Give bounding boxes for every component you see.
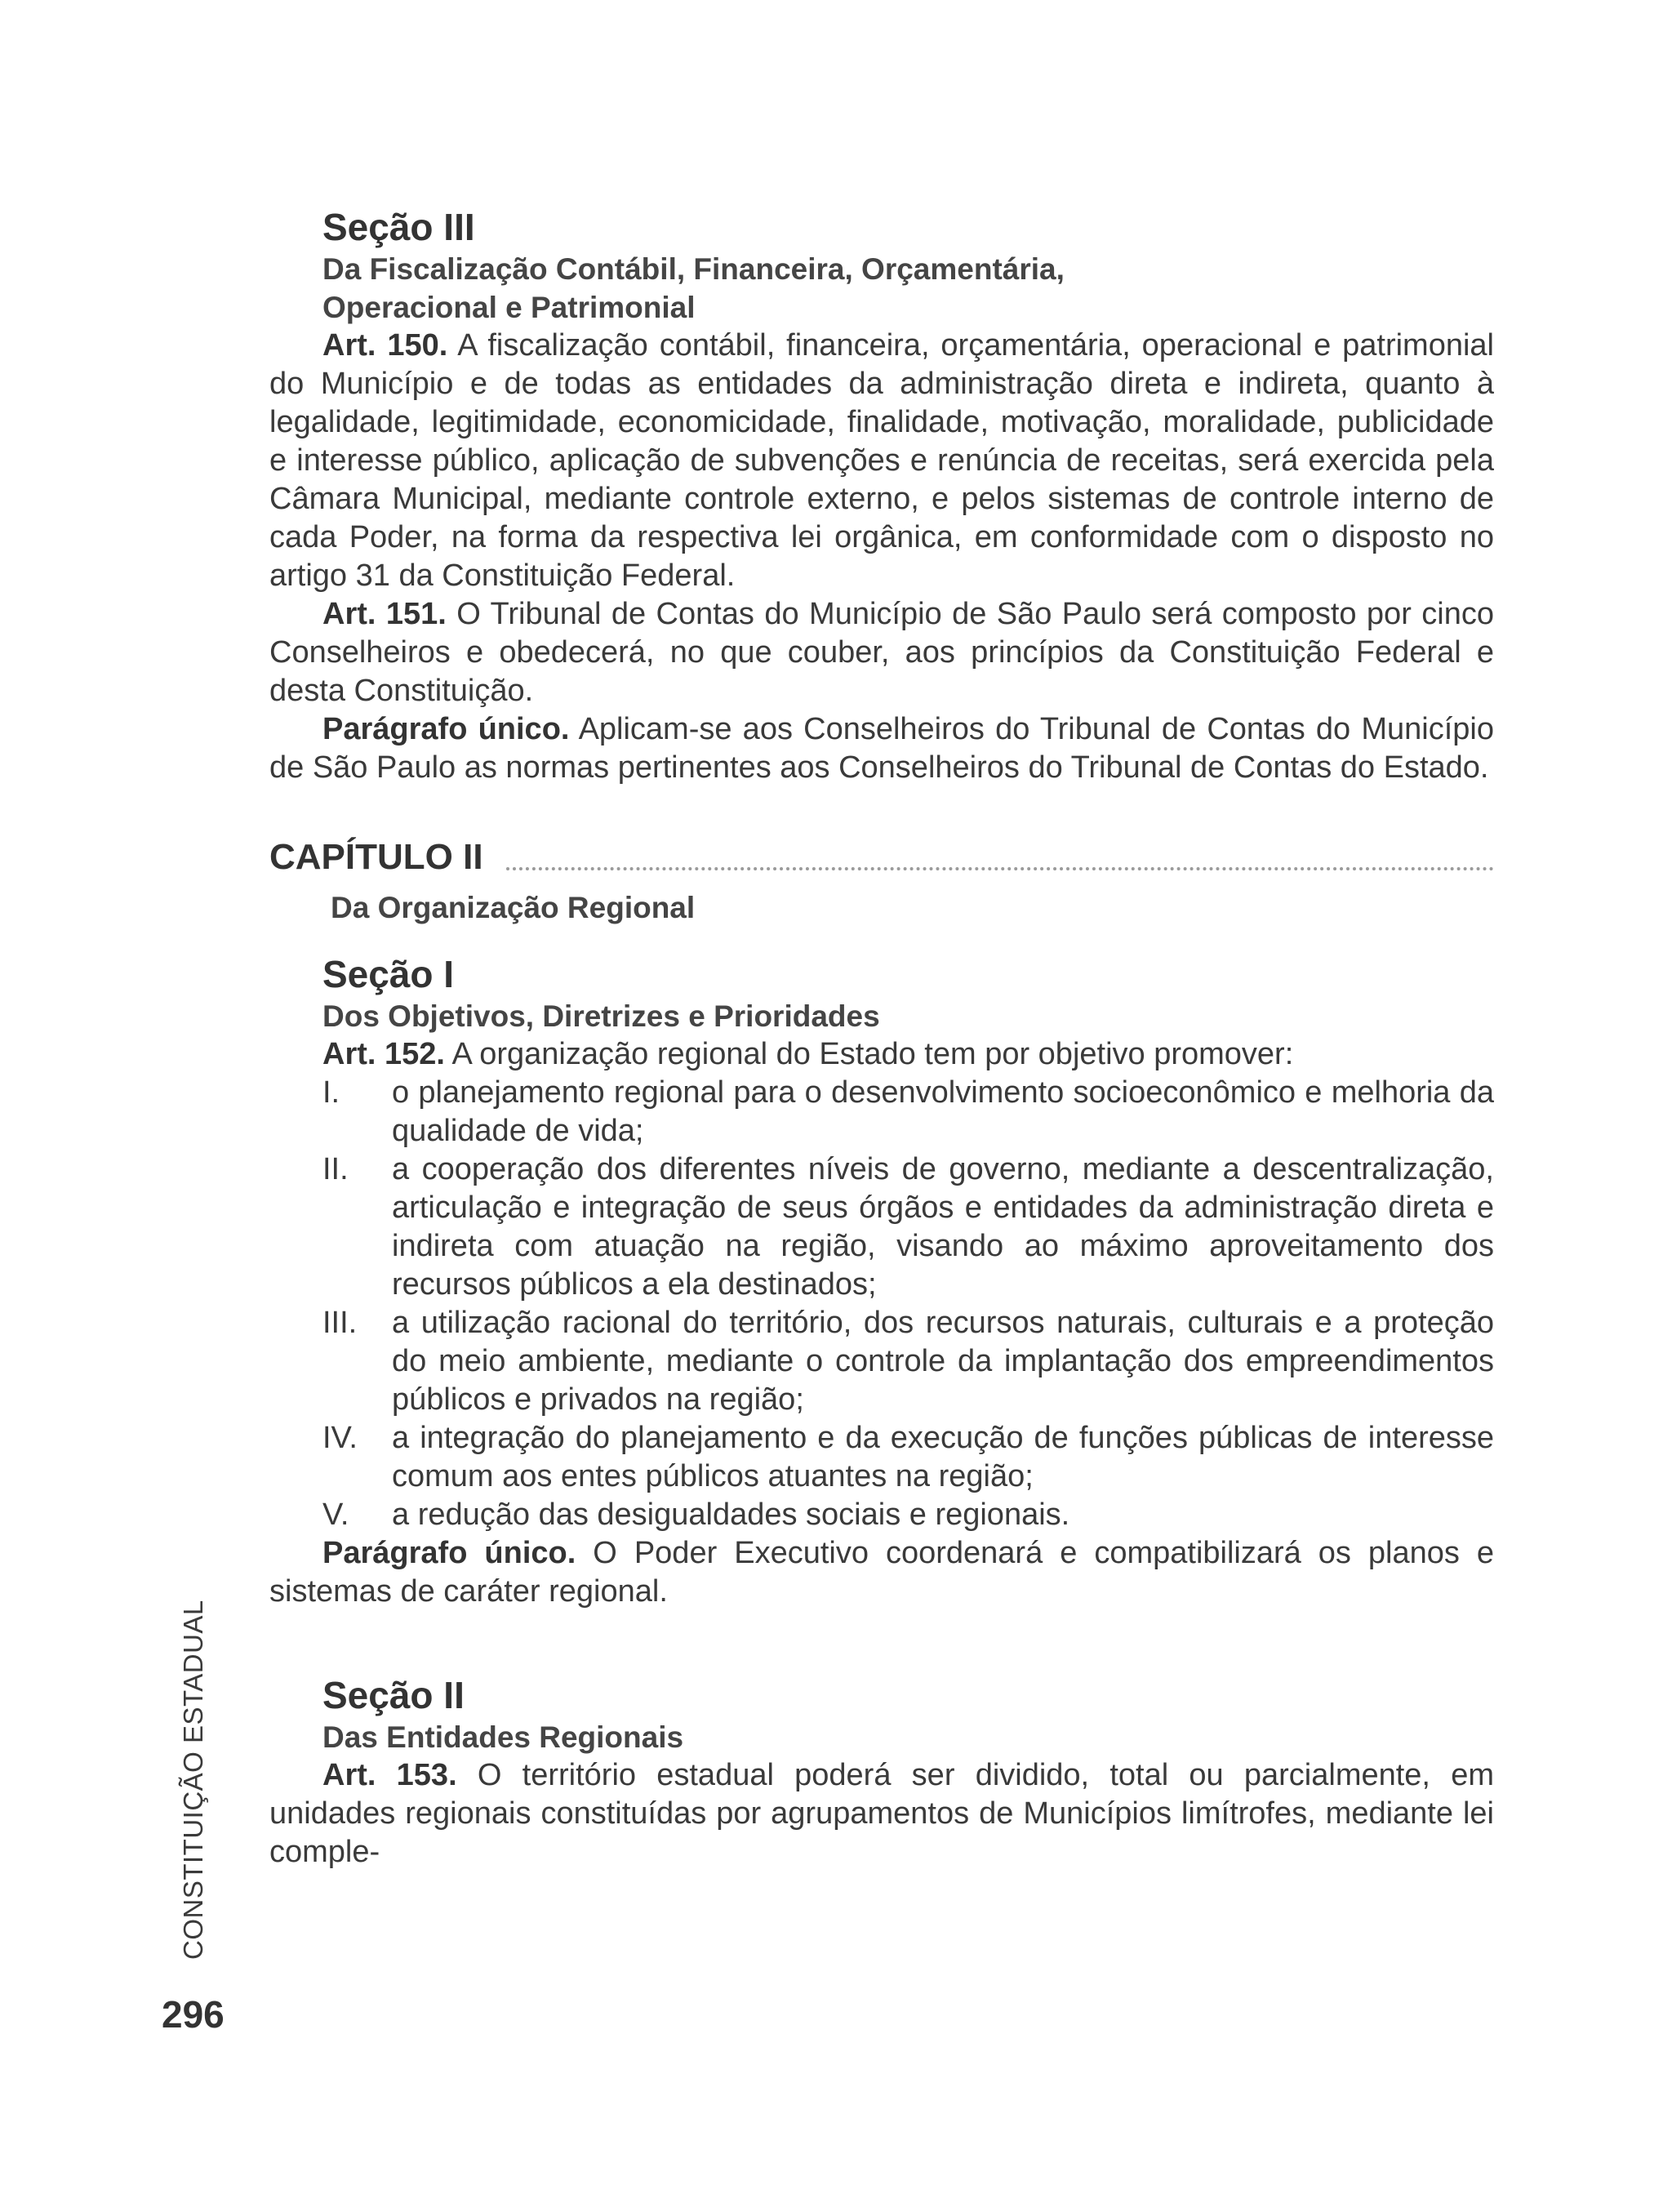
page-number: 296 xyxy=(162,1993,225,2036)
inciso xyxy=(269,1304,1494,1419)
article-152 xyxy=(269,1035,1494,1074)
section-iii-subtitle-line1: Da Fiscalização Contábil, Financeira, Orçamentária, xyxy=(322,252,1065,286)
inciso-number: III. xyxy=(322,1306,358,1340)
inciso-text: a redução das desigualdades sociais e regionais. xyxy=(392,1498,1070,1532)
article-151-label: Art. 151. xyxy=(322,597,447,631)
inciso-number: I. xyxy=(322,1075,340,1110)
inciso xyxy=(269,1074,1494,1151)
article-151-paragraph xyxy=(269,710,1494,787)
inciso-text: a integração do planejamento e da execução de funções públicas de interesse comum aos entes públicos atuantes na região; xyxy=(392,1421,1494,1493)
chapter-dotted-rule xyxy=(506,867,1494,870)
chapter-subtitle: Da Organização Regional xyxy=(331,891,696,924)
inciso-text: o planejamento regional para o desenvolvimento socioeconômico e melhoria da qualidade de vida; xyxy=(392,1075,1494,1148)
inciso xyxy=(269,1151,1494,1304)
inciso-number: IV. xyxy=(322,1421,358,1455)
chapter-heading xyxy=(269,836,1494,879)
paragraph-text: O Poder Executivo coordenará e compatibilizará os planos e sistemas de caráter regional. xyxy=(269,1536,1494,1609)
article-152-label: Art. 152. xyxy=(322,1037,445,1071)
paragraph-label: Parágrafo único. xyxy=(322,712,570,746)
article-153-label: Art. 153. xyxy=(322,1758,457,1792)
section-i-title: Seção I xyxy=(322,953,455,995)
article-152-paragraph xyxy=(269,1534,1494,1611)
inciso xyxy=(269,1419,1494,1496)
article-150-label: Art. 150. xyxy=(322,328,448,363)
article-150-text: A fiscalização contábil, financeira, orçamentária, operacional e patrimonial do Município e de todas as entidades da administração direta e indireta, quanto à legalidade, legitimidade, economicidade, finalidade, motivação, moralidade, publicidade e interesse público, aplicação de subvenções e renúncia de receitas, será exercida pela Câmara Municipal, mediante controle externo, e pelos sistemas de controle interno de cada Poder, na forma da respectiva lei orgânica, em conformidade com o disposto no artigo 31 da Constituição Federal. xyxy=(269,328,1495,593)
article-151-text: O Tribunal de Contas do Município de São Paulo será composto por cinco Conselheiros e obedecerá, no que couber, aos princípios da Constituição Federal e desta Constituição. xyxy=(269,597,1494,708)
article-150 xyxy=(269,327,1494,595)
inciso-number: V. xyxy=(322,1498,349,1532)
inciso-text: a utilização racional do território, dos recursos naturais, culturais e a proteção do meio ambiente, mediante o controle da implantação dos empreendimentos públicos e privados na região; xyxy=(392,1306,1494,1417)
section-iii-subtitle-line2: Operacional e Patrimonial xyxy=(322,291,696,324)
inciso-text: a cooperação dos diferentes níveis de governo, mediante a descentralização, articulação e integração de seus órgãos e entidades da administração direta e indireta com atuação na região, visando ao máximo aproveitamento dos recursos públicos a ela destinados; xyxy=(392,1152,1494,1302)
page-content xyxy=(269,204,1494,1872)
inciso-number: II. xyxy=(322,1152,349,1186)
article-152-text: A organização regional do Estado tem por objetivo promover: xyxy=(451,1037,1294,1071)
paragraph-text: Aplicam-se aos Conselheiros do Tribunal de Contas do Município de São Paulo as normas pertinentes aos Conselheiros do Tribunal de Contas do Estado. xyxy=(269,712,1495,785)
article-153 xyxy=(269,1756,1494,1872)
inciso xyxy=(269,1496,1494,1534)
chapter-title: CAPÍTULO II xyxy=(269,837,483,877)
section-ii-title: Seção II xyxy=(322,1674,465,1716)
running-title: CONSTITUIÇÃO ESTADUAL xyxy=(178,1600,208,1960)
article-153-text: O território estadual poderá ser dividido, total ou parcialmente, em unidades regionais constituídas por agrupamentos de Municípios limítrofes, mediante lei comple- xyxy=(269,1758,1495,1869)
section-i-subtitle: Dos Objetivos, Diretrizes e Prioridades xyxy=(322,999,880,1033)
paragraph-label: Parágrafo único. xyxy=(322,1536,576,1570)
article-151 xyxy=(269,595,1494,710)
section-ii-subtitle: Das Entidades Regionais xyxy=(322,1720,684,1754)
section-iii-title: Seção III xyxy=(322,206,475,248)
